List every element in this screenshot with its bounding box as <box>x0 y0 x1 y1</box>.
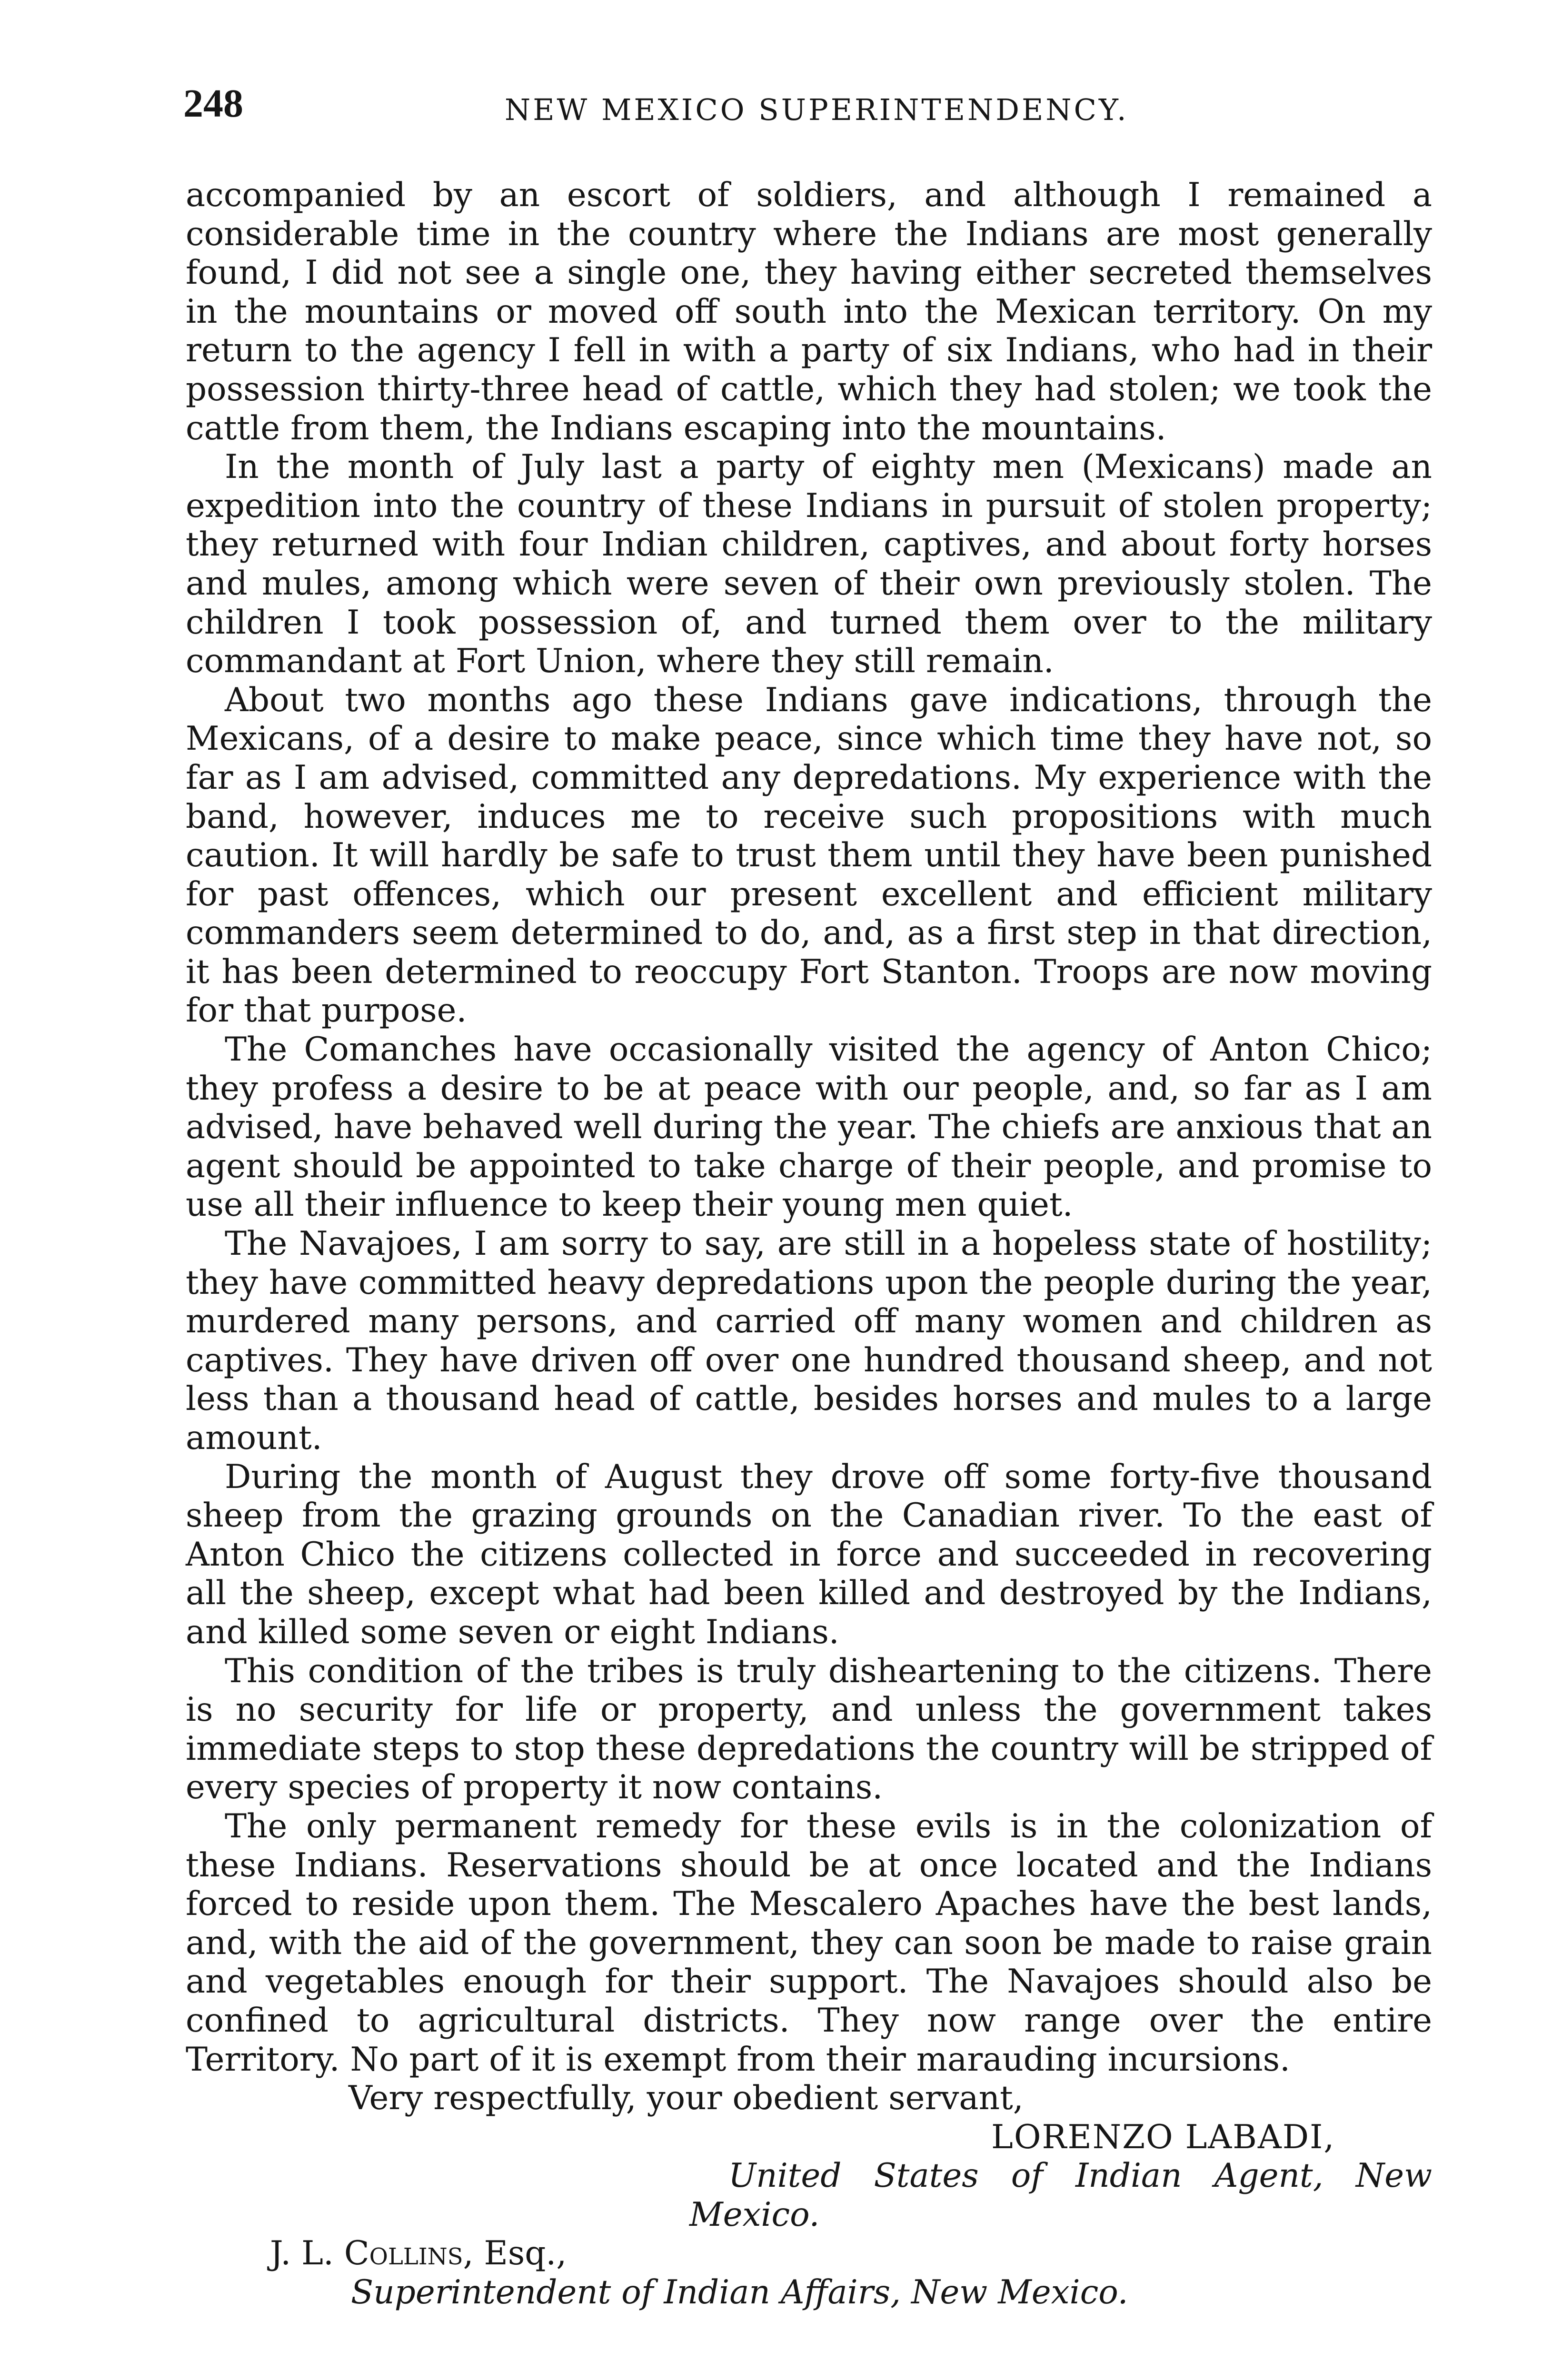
signer-title: United States of Indian Agent, New Mexico. <box>689 2157 1432 2234</box>
paragraph: This condition of the tribes is truly disheartening to the citizens. There is no security for life or property, and unless the government takes immediate steps to stop these depredations the country will be stripped of every species of property it now contains. <box>186 1652 1432 1807</box>
paragraph: During the month of August they drove off some forty-five thousand sheep from the grazing grounds on the Canadian river. To the east of Anton Chico the citizens collected in force and succeeded in recovering all the sheep, except what had been killed and destroyed by the Indians, and killed some seven or eight Indians. <box>186 1458 1432 1651</box>
signature-block <box>186 2079 1432 2234</box>
addressee-suffix: , Esq., <box>463 2234 567 2273</box>
page-number: 248 <box>183 81 243 126</box>
paragraph: In the month of July last a party of eighty men (Mexicans) made an expedition into the country of these Indians in pursuit of stolen property; they returned with four Indian children, captives, and about forty horses and mules, among which were seven of their own previously stolen. The children I took possession of, and turned them over to the military commandant at Fort Union, where they still remain. <box>186 448 1432 681</box>
paragraph: About two months ago these Indians gave indications, through the Mexicans, of a desire to make peace, since which time they have not, so far as I am advised, committed any depredations. My experience with the band, however, induces me to receive such propositions with much caution. It will hardly be safe to trust them until they have been punished for past offences, which our present excellent and efficient military commanders seem determined to do, and, as a first step in that direction, it has been determined to reoccupy Fort Stanton. Troops are now moving for that purpose. <box>186 681 1432 1030</box>
addressee-line <box>186 2234 1432 2273</box>
paragraph: The Navajoes, I am sorry to say, are still in a hopeless state of hostility; they have committed heavy depredations upon the people during the year, murdered many persons, and carried off many women and children as captives. They have driven off over one hundred thousand sheep, and not less than a thousand head of cattle, besides horses and mules to a large amount. <box>186 1225 1432 1457</box>
paragraph: The only permanent remedy for these evils is in the colonization of these Indians. Reservations should be at once located and the Indians forced to reside upon them. The Mescalero Apaches have the best lands, and, with the aid of the government, they can soon be made to raise grain and vegetables enough for their support. The Navajoes should also be confined to agricultural districts. They now range over the entire Territory. No part of it is exempt from their marauding incursions. <box>186 1807 1432 2079</box>
letter-body <box>186 176 1432 2312</box>
running-head: NEW MEXICO SUPERINTENDENCY. <box>505 92 1129 127</box>
addressee-name: J. L. Collins <box>270 2234 463 2273</box>
addressee-title: Superintendent of Indian Affairs, New Mexico. <box>351 2273 1128 2312</box>
complimentary-close: Very respectfully, your obedient servant, <box>348 2079 1024 2118</box>
addressee-block <box>186 2234 1432 2312</box>
signer-name: LORENZO LABADI, <box>991 2118 1335 2156</box>
paragraph: The Comanches have occasionally visited the agency of Anton Chico; they profess a desire to be at peace with our people, and, so far as I am advised, have behaved well during the year. The chiefs are anxious that an agent should be appointed to take charge of their people, and promise to use all their influence to keep their young men quiet. <box>186 1031 1432 1224</box>
paragraph: accompanied by an escort of soldiers, and although I remained a considerable time in the country where the Indians are most generally found, I did not see a single one, they having either secreted themselves in the mountains or moved off south into the Mexican territory. On my return to the agency I fell in with a party of six Indians, who had in their possession thirty-three head of cattle, which they had stolen; we took the cattle from them, the Indians escaping into the mountains. <box>186 176 1432 447</box>
